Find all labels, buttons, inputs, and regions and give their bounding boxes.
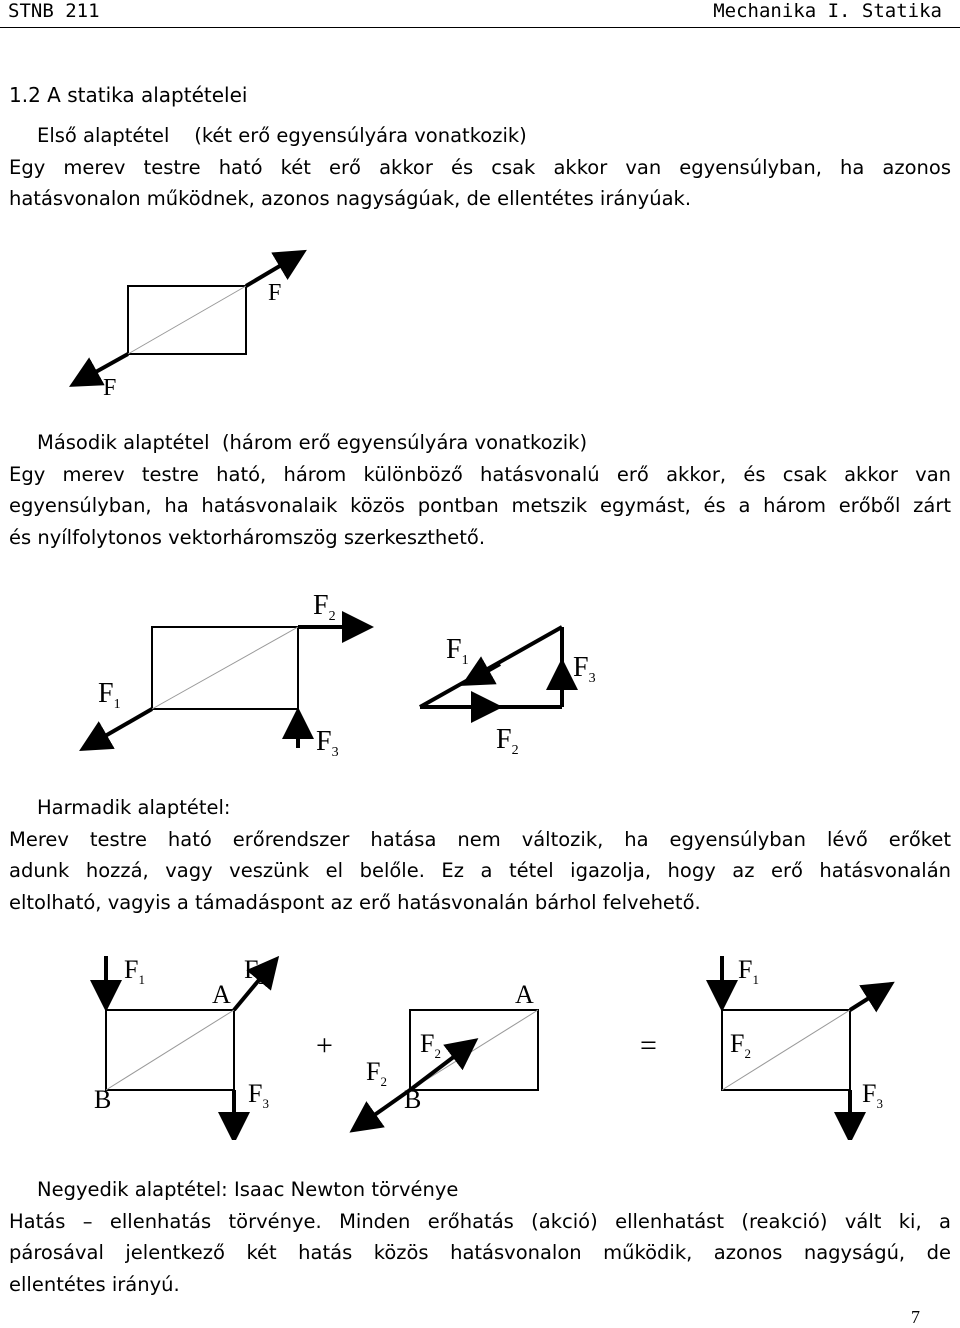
third-theorem-line2: adunk hozzá, vagy veszünk el belőle. Ez a tétel igazolja, hogy az erő hatásvonalán	[9, 859, 951, 882]
fourth-theorem-line2: párosával jelentkező két hatás közös hatásvonalon működik, azonos nagyságú, de	[9, 1241, 951, 1264]
third-theorem-heading: Harmadik alaptétel:	[37, 796, 231, 819]
line-of-action	[152, 627, 298, 709]
fourth-theorem-line1: Hatás – ellenhatás törvénye. Minden erőhatás (akció) ellenhatást (reakció) vált ki, a	[9, 1209, 951, 1233]
fourth-theorem	[9, 1174, 951, 1300]
a-label-B: B	[94, 1085, 112, 1114]
a-label-f1: $F_1$	[124, 955, 145, 987]
b-label-f2a: $F_2$	[420, 1029, 441, 1061]
c-label-f1: $F_1$	[738, 955, 759, 987]
header-left: STNB 211	[8, 0, 100, 22]
third-theorem	[9, 792, 951, 918]
force-f1-arrow	[86, 709, 152, 747]
third-theorem-line1: Merev testre ható erőrendszer hatása nem változik, ha egyensúlyban lévő erőket	[9, 827, 951, 851]
c-label-f2: $F_2$	[730, 1029, 751, 1061]
b-label-A: A	[515, 980, 534, 1009]
second-theorem-line3: és nyílfolytonos vektorháromszög szerkeszthető.	[9, 525, 486, 549]
triangle-label-f2: $F_2$	[496, 724, 519, 758]
triangle-label-f1: $F_1$	[446, 634, 469, 668]
fourth-theorem-heading: Negyedik alaptétel: Isaac Newton törvénye	[37, 1178, 459, 1201]
three-force-figure	[0, 580, 960, 770]
force-arrow-down	[76, 354, 128, 383]
triangle-label-f3: $F_3$	[573, 652, 596, 686]
first-theorem-heading: Első alaptétel (két erő egyensúlyára vonatkozik)	[37, 124, 527, 147]
b-label-f2b: $F_2$	[366, 1057, 387, 1089]
page-number: 7	[911, 1307, 920, 1327]
first-theorem-line1: Egy merev testre ható két erő akkor és csak akkor van egyensúlyban, ha azonos	[9, 155, 951, 179]
plus-sign: +	[316, 1029, 333, 1062]
b-label-B: B	[404, 1085, 422, 1114]
fourth-theorem-line3: ellentétes irányú.	[9, 1272, 180, 1296]
second-theorem-line2: egyensúlyban, ha hatásvonalaik közös pontban metszik egymást, és a három erőből zárt	[9, 494, 951, 517]
first-theorem-line2: hatásvonalon működnek, azonos nagyságúak, de ellentétes irányúak.	[9, 187, 692, 210]
second-theorem	[9, 427, 951, 553]
triangle-f1-arrow	[468, 664, 500, 682]
force-label-bottom: F	[103, 375, 117, 401]
a-label-A: A	[212, 980, 231, 1009]
section-title: 1.2 A statika alaptételei	[9, 83, 248, 107]
first-theorem	[9, 120, 951, 215]
a-label-f3: $F_3$	[248, 1079, 269, 1111]
c-label-f3: $F_3$	[862, 1079, 883, 1111]
transmissibility-figure	[0, 940, 960, 1140]
label-f1: $F_1$	[98, 678, 121, 712]
c-f2-arrow	[850, 986, 888, 1010]
second-theorem-line1: Egy merev testre ható, három különböző hatásvonalú erő akkor, és csak akkor van	[9, 462, 951, 486]
second-theorem-heading: Második alaptétel (három erő egyensúlyára vonatkozik)	[37, 431, 588, 454]
b-f2-arrow-down	[356, 1090, 410, 1128]
a-label-f2: $F_2$	[244, 955, 265, 987]
two-force-figure	[0, 240, 960, 410]
label-f2: $F_2$	[313, 590, 336, 624]
line-of-action	[128, 286, 246, 354]
header-rule	[0, 27, 960, 28]
equals-sign: =	[640, 1029, 657, 1062]
force-label-top: F	[268, 280, 282, 306]
header-right: Mechanika I. Statika	[713, 0, 942, 22]
third-theorem-line3: eltolható, vagyis a támadáspont az erő hatásvonalán bárhol felvehető.	[9, 890, 701, 914]
label-f3: $F_3$	[316, 726, 339, 760]
body-a-line	[106, 1010, 234, 1090]
